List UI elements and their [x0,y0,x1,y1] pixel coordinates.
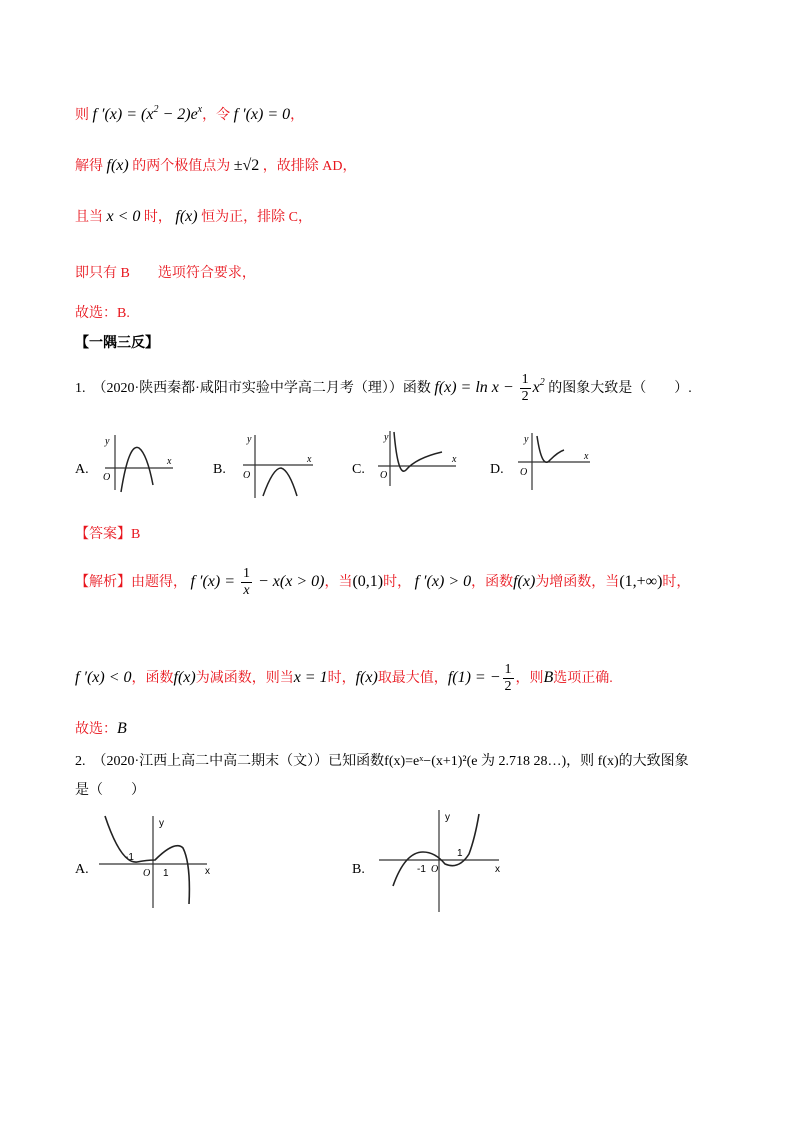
q2-option-b-label: B. [352,862,365,877]
formula-x-eq-1: x = 1 [293,669,328,687]
question-1: 1. （2020·陕西秦都·咸阳市实验中学高二月考（理））函数 f(x) = ln x − $\frac{1}{2}$ $x^2$ 的图象大致是（ ）. [75,372,692,404]
q1-final: 故选：B [75,720,127,737]
solution-line-1: 则 f $'(x) = (x^2 - 2)e^x$，令 f ′(x) = 0， [75,104,305,123]
svg-text:y: y [159,818,164,829]
formula-derivative: f $'(x) = (x^2 - 2)e^x$ [92,104,203,123]
question-2: 2. （2020·江西上高二中高二期末（文））已知函数f(x)=eˣ−(x+1)²(e 为 2.718 28…)，则 f(x)的大致图象 [75,754,689,769]
formula-derivative-zero: f ′(x) = 0 [233,106,291,123]
q1-graph-b [235,430,320,500]
q1-option-c-label: C. [352,462,365,477]
solution-line-3: 且当 x < 0 时， f(x) 恒为正，排除 C， [75,208,312,225]
solution-line-4: 即只有 B 选项符合要求， [75,266,256,281]
q1-graph-a [95,430,180,495]
svg-text:x: x [205,866,210,877]
q1-graph-d [512,430,597,492]
svg-text:y: y [247,434,252,445]
svg-text:y: y [524,434,529,445]
formula-fx-5: f(x) [355,669,378,687]
formula-q1: f(x) = ln x − $\frac{1}{2}$ $x^2$ [434,372,545,404]
q1-analysis-line-2: f ′(x) < 0，函数f(x)为减函数，则当x = 1时，f(x)取最大值，f(1) = − $\frac{1}{2}$ ，则B选项正确. [75,662,613,694]
formula-option-b: B [543,669,554,687]
svg-text:x: x [307,454,312,465]
svg-text:x: x [452,454,457,465]
formula-f1: f(1) = − $\frac{1}{2}$ [447,662,512,694]
section-title: 【一隅三反】 [75,336,159,351]
svg-text:O: O [103,472,111,483]
svg-text:O: O [243,470,251,481]
solution-line-2: 解得 f(x) 的两个极值点为 ±√2 ，故排除 AD， [75,157,357,174]
formula-extremes: ±√2 [233,157,260,174]
q1-option-b-label: B. [213,462,226,477]
formula-fx-2: f(x) [175,208,198,225]
q1-option-a-label: A. [75,462,89,477]
formula-q1-derivative: f ′(x) = $\frac{1}{x}$ − x(x > 0) [190,566,325,598]
formula-interval-1-inf: (1,+∞) [619,573,663,591]
formula-final-b: B [117,720,127,737]
svg-text:x: x [167,456,172,467]
svg-text:1: 1 [457,848,463,859]
svg-text:O: O [431,864,439,875]
q2-graph-a [97,812,217,912]
svg-text:1: 1 [163,868,169,879]
formula-fx-3: f(x) [513,573,536,591]
svg-text:y: y [384,432,389,443]
svg-text:-1: -1 [125,852,134,863]
svg-text:x: x [495,864,500,875]
formula-fx: f(x) [106,157,129,174]
svg-text:O: O [380,470,388,481]
solution-line-5: 故选：B. [75,306,130,321]
svg-text:-1: -1 [417,864,426,875]
formula-interval-01: (0,1) [352,573,384,591]
formula-derivative-positive: f ′(x) > 0 [414,573,472,591]
svg-text:O: O [520,467,528,478]
formula-fx-4: f(x) [173,669,196,687]
svg-text:y: y [105,436,110,447]
q1-graph-c [372,428,462,488]
q1-analysis-line-1: 【解析】由题得， f ′(x) = $\frac{1}{x}$ − x(x > 0)，当(0,1)时， f ′(x) > 0，函数f(x)为增函数，当(1,+∞)时， [75,566,691,598]
q1-answer: 【答案】B [75,527,141,542]
svg-text:O: O [143,868,151,879]
svg-text:y: y [445,812,450,823]
formula-x-lt-0: x < 0 [106,208,141,225]
q2-option-a-label: A. [75,862,89,877]
q1-option-d-label: D. [490,462,504,477]
formula-derivative-negative: f ′(x) < 0 [75,669,132,687]
svg-text:x: x [584,451,589,462]
q2-graph-b [375,808,505,914]
question-2-line-2: 是（ ） [75,783,145,798]
